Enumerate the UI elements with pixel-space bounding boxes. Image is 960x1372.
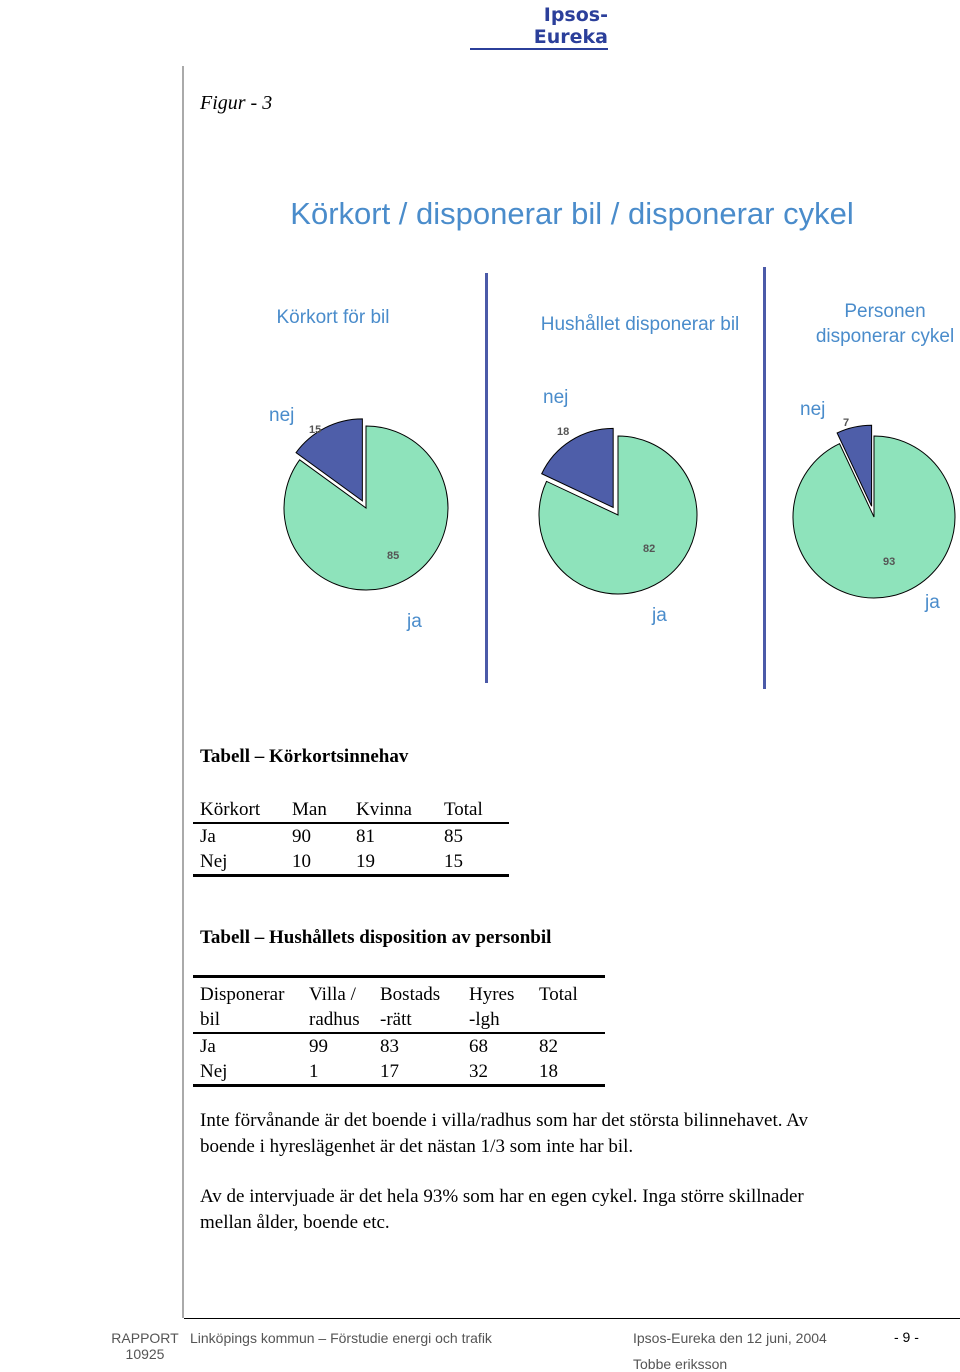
table2-header-row [193,977,605,1008]
table1-cell: Nej [193,849,292,876]
table2-header-cell: Total [539,984,578,1005]
paragraph-bilinnehav [200,1108,808,1160]
table2-header-cell: -rätt [380,1007,469,1033]
pie-slice-ja [793,436,955,598]
table1-cell: 81 [356,826,375,847]
table2-cell: 17 [380,1059,469,1086]
pie3-ja-value: 93 [883,556,896,568]
footer-author: Tobbe eriksson [633,1356,728,1372]
table2-cell: 32 [469,1059,539,1086]
pie2-title: Hushållet disponerar bil [540,314,740,335]
pie2 [539,428,697,594]
pie3-title-line2: disponerar cykel [815,326,955,347]
pie1-ja-value: 85 [387,550,400,562]
table1-header-cell: Kvinna [356,797,444,823]
pie2-nej-label: nej [543,387,569,408]
table2-cell: 1 [309,1059,380,1086]
table1-cell: Ja [200,826,216,847]
table1-cell: 90 [292,826,311,847]
pie2-ja-label: ja [652,605,667,626]
table2-cell: 83 [380,1036,399,1057]
table2-header-cell: Disponerar [200,984,285,1005]
figure-label: Figur - 3 [200,92,273,114]
table-row [193,1033,605,1059]
footer-report-line1: RAPPORT [111,1330,179,1346]
footer-report-line2: 10925 [125,1346,165,1362]
paragraph-line: Inte förvånande är det boende i villa/radhus som har det största bilinnehavet. Av [200,1110,808,1131]
table2-header-cell: -lgh [469,1007,539,1033]
table1-header-cell: Total [444,797,509,823]
ipsos-eureka-logo: Ipsos-Eureka [470,4,608,50]
table1-cell: 19 [356,849,444,876]
table2-cell: Nej [193,1059,309,1086]
table1-header-cell: Körkort [193,797,292,823]
chart-main-title: Körkort / disponerar bil / disponerar cykel [290,196,854,231]
paragraph-cykel [200,1184,804,1236]
pie1 [284,419,448,590]
table-korkort [193,797,509,877]
paragraph-line: mellan ålder, boende etc. [200,1212,390,1233]
table2-header-cell [539,1007,605,1033]
table-hushall-bil [193,975,605,1087]
table-row [193,849,509,876]
table2-header-cell: radhus [309,1007,380,1033]
footer-company: Ipsos-Eureka den 12 juni, 2004 [633,1330,827,1346]
table2-header-row [193,1007,605,1033]
table2-header-cell: bil [193,1007,309,1033]
table2-header-cell: Hyres [469,984,515,1005]
table1-cell: 15 [444,849,509,876]
table1-cell: 85 [444,826,463,847]
table1-title: Tabell – Körkortsinnehav [200,746,409,767]
footer-rule [184,1318,960,1319]
pie2-nej-value: 18 [557,426,570,438]
table-row [193,1059,605,1086]
table2-header-cell: Bostads [380,984,441,1005]
pie3-nej-label: nej [800,399,826,420]
paragraph-line: boende i hyreslägenhet är det nästan 1/3 som inte har bil. [200,1136,634,1157]
table2-cell: Ja [200,1036,216,1057]
pie2-ja-value: 82 [643,543,656,555]
pie3 [793,425,955,598]
pie3-nej-value: 7 [843,417,850,429]
table-row [193,823,509,849]
table1-cell: 10 [292,849,356,876]
table2-cell: 82 [539,1036,558,1057]
pie1-nej-value: 15 [309,424,322,436]
pie3-ja-label: ja [925,592,940,613]
table2-cell: 99 [309,1036,328,1057]
footer-client: Linköpings kommun – Förstudie energi och trafik [190,1330,492,1346]
footer-page-number: - 9 - [894,1329,919,1345]
table2-cell: 68 [469,1036,488,1057]
pie1-ja-label: ja [407,611,422,632]
table2-header-cell: Villa / [309,984,356,1005]
pie3-title-line1: Personen [844,301,926,322]
pie1-nej-label: nej [269,405,295,426]
table2-title: Tabell – Hushållets disposition av personbil [200,927,552,948]
table2-cell: 18 [539,1059,605,1086]
footer-report [109,1330,181,1362]
table1-header-cell: Man [292,797,356,823]
pie1-title: Körkort för bil [276,307,390,328]
table1-header-row [193,797,509,823]
paragraph-line: Av de intervjuade är det hela 93% som har en egen cykel. Inga större skillnader [200,1186,804,1207]
